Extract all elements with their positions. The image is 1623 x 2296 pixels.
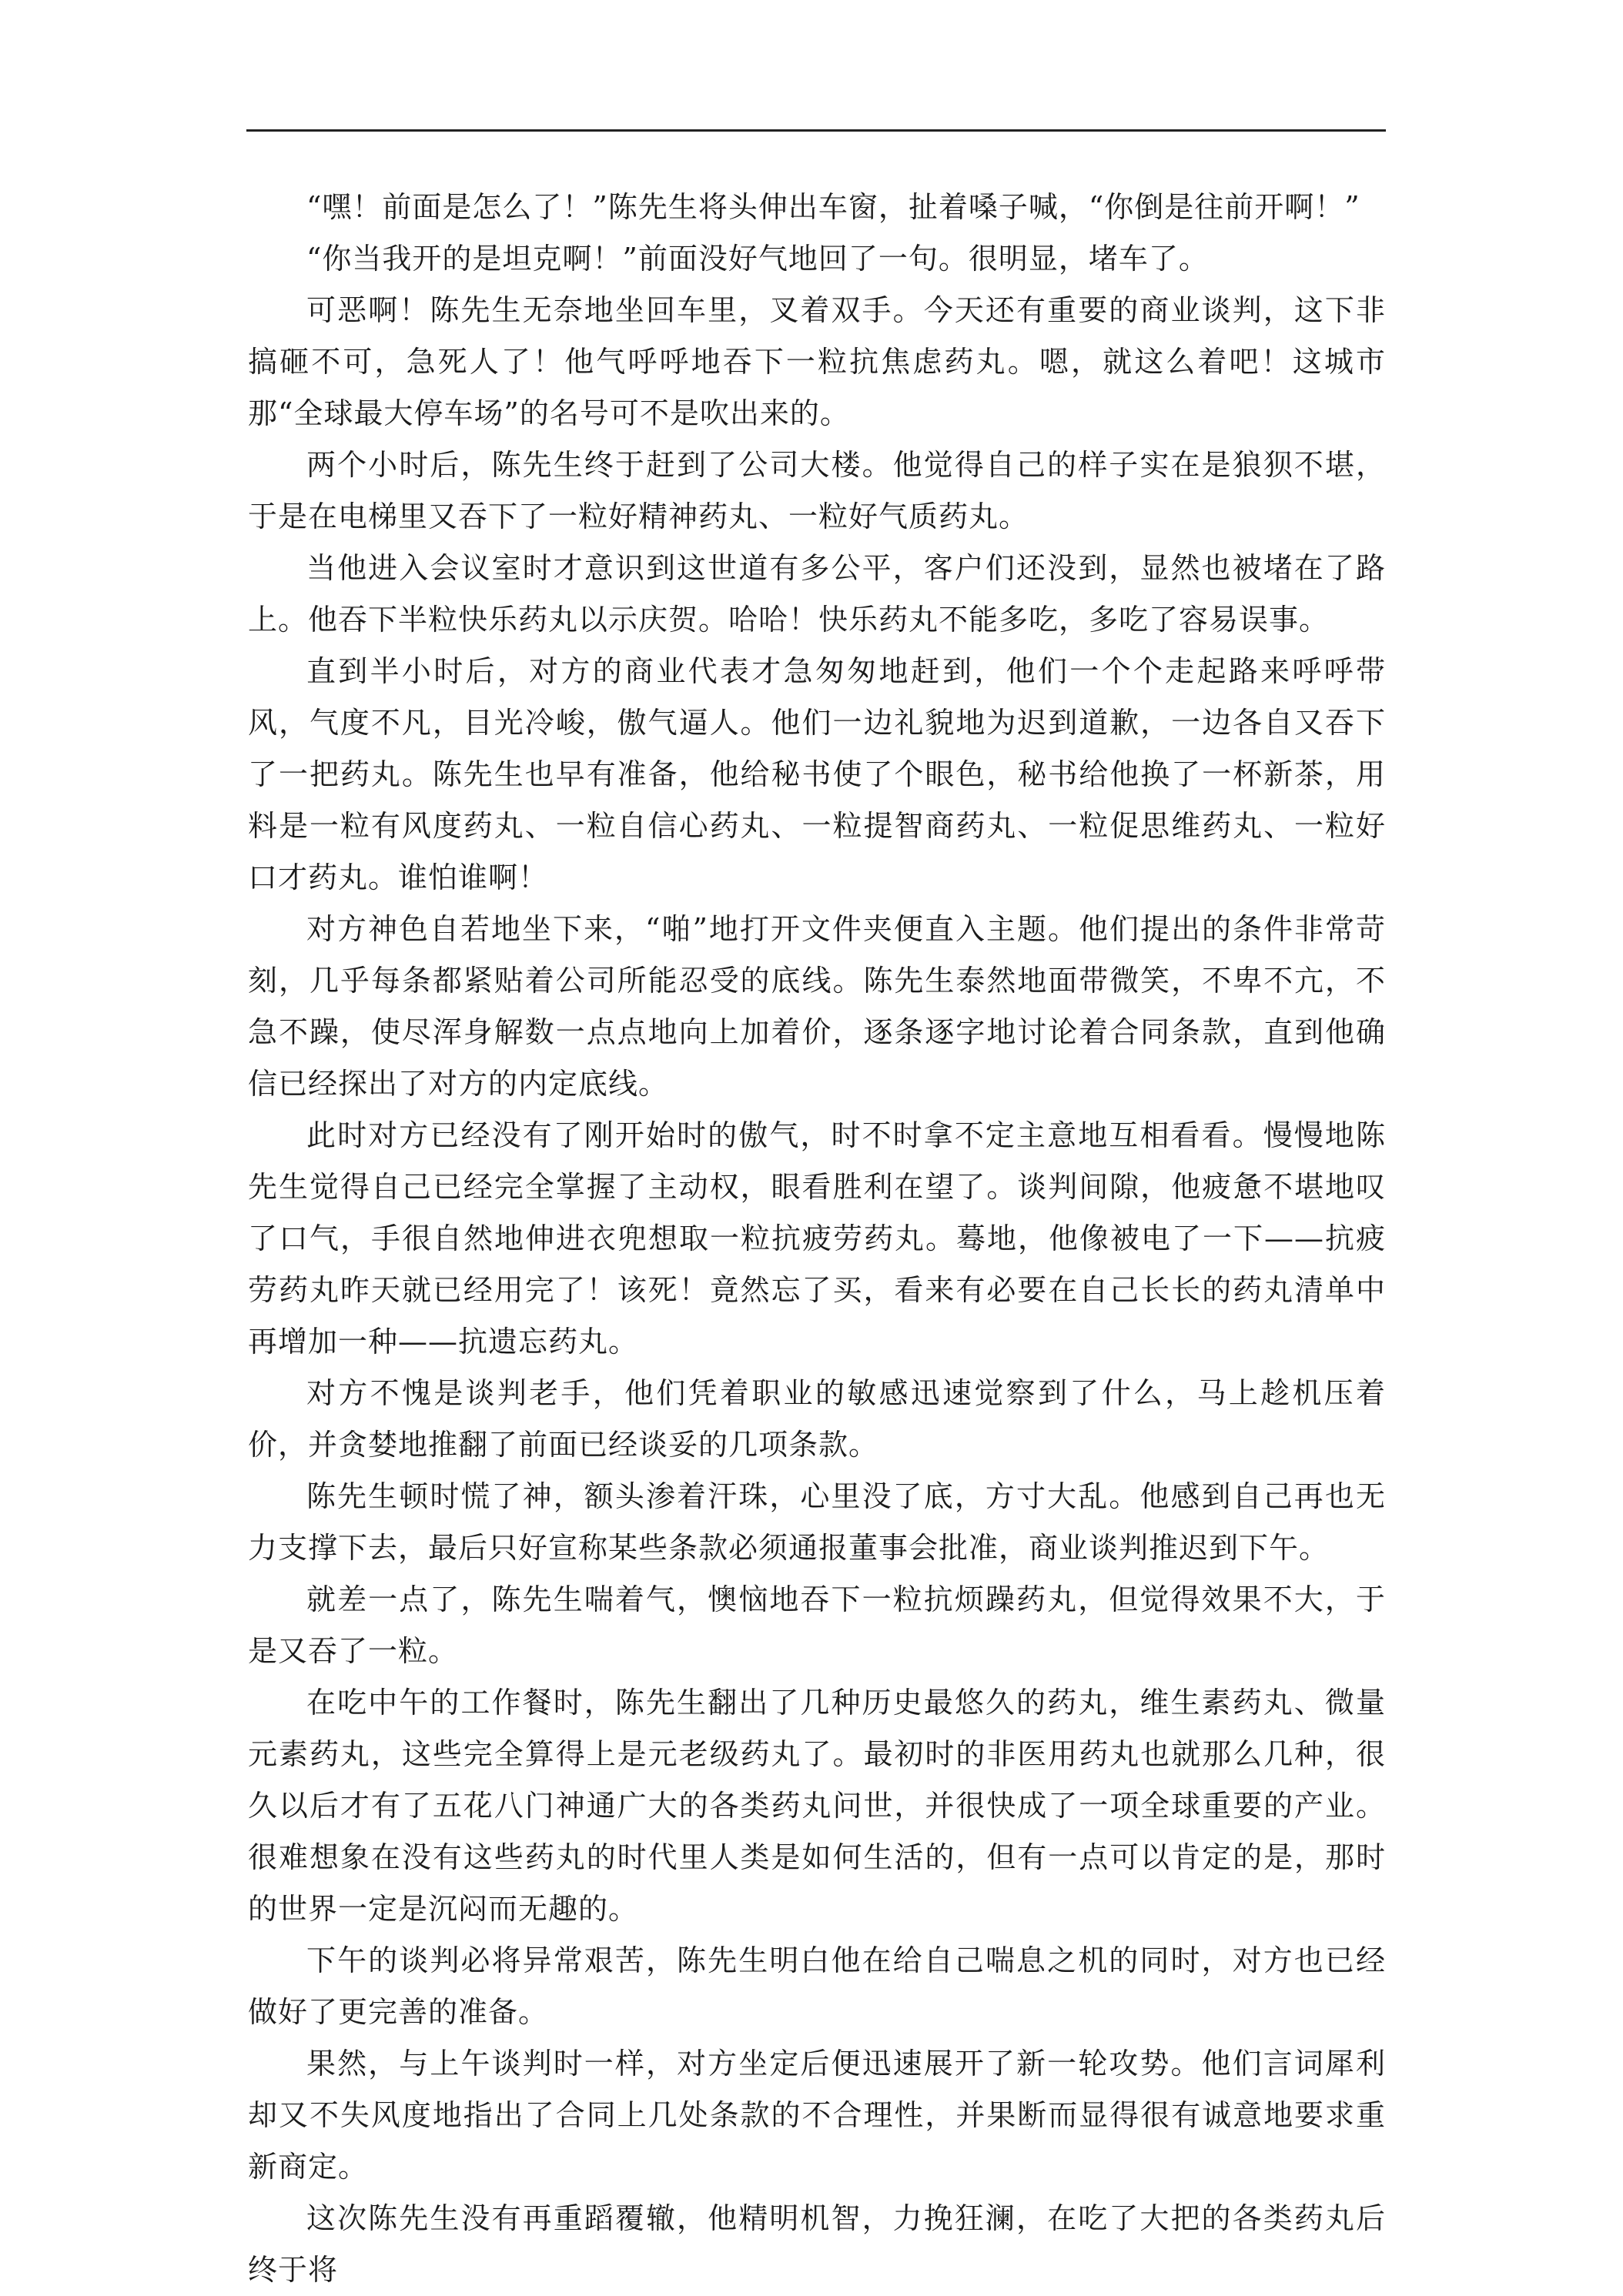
paragraph: 当他进入会议室时才意识到这世道有多公平，客户们还没到，显然也被堵在了路上。他吞下半粒快乐药丸以示庆贺。哈哈！快乐药丸不能多吃，多吃了容易误事。 [248, 551, 1386, 637]
paragraph: “嘿！前面是怎么了！”陈先生将头伸出车窗，扯着嗓子喊，“你倒是往前开啊！” [306, 190, 1360, 224]
paragraph: 在吃中午的工作餐时，陈先生翻出了几种历史最悠久的药丸，维生素药丸、微量元素药丸，这些完全算得上是元老级药丸了。最初时的非医用药丸也就那么几种，很久以后才有了五花八门神通广大的各类药丸问世，并很快成了一项全球重要的产业。很难想象在没有这些药丸的时代里人类是如何生活的，但有一点可以肯定的是，那时的世界一定是沉闷而无趣的。 [248, 1686, 1386, 1926]
paragraph: 对方不愧是谈判老手，他们凭着职业的敏感迅速觉察到了什么，马上趁机压着价，并贪婪地推翻了前面已经谈妥的几项条款。 [248, 1376, 1386, 1462]
paragraph: 可恶啊！陈先生无奈地坐回车里，叉着双手。今天还有重要的商业谈判，这下非搞砸不可，急死人了！他气呼呼地吞下一粒抗焦虑药丸。嗯，就这么着吧！这城市那“全球最大停车场”的名号可不是吹出来的。 [248, 293, 1386, 430]
paragraph: 直到半小时后，对方的商业代表才急匆匆地赶到，他们一个个走起路来呼呼带风，气度不凡，目光冷峻，傲气逼人。他们一边礼貌地为迟到道歉，一边各自又吞下了一把药丸。陈先生也早有准备，他给秘书使了个眼色，秘书给他换了一杯新茶，用料是一粒有风度药丸、一粒自信心药丸、一粒提智商药丸、一粒促思维药丸、一粒好口才药丸。谁怕谁啊！ [248, 654, 1386, 894]
paragraph: “你当我开的是坦克啊！”前面没好气地回了一句。很明显，堵车了。 [306, 242, 1209, 276]
paragraph: 下午的谈判必将异常艰苦，陈先生明白他在给自己喘息之机的同时，对方也已经做好了更完善的准备。 [248, 1943, 1386, 2029]
header-rule [246, 129, 1386, 132]
paragraph: 果然，与上午谈判时一样，对方坐定后便迅速展开了新一轮攻势。他们言词犀利却又不失风度地指出了合同上几处条款的不合理性，并果断而显得很有诚意地要求重新商定。 [248, 2047, 1386, 2184]
paragraph: 这次陈先生没有再重蹈覆辙，他精明机智，力挽狂澜，在吃了大把的各类药丸后终于将 [248, 2201, 1386, 2287]
paragraph: 此时对方已经没有了刚开始时的傲气，时不时拿不定主意地互相看看。慢慢地陈先生觉得自己已经完全掌握了主动权，眼看胜利在望了。谈判间隙，他疲惫不堪地叹了口气，手很自然地伸进衣兜想取一粒抗疲劳药丸。蓦地，他像被电了一下——抗疲劳药丸昨天就已经用完了！该死！竟然忘了买，看来有必要在自己长长的药丸清单中再增加一种——抗遗忘药丸。 [248, 1118, 1386, 1359]
paragraph: 就差一点了，陈先生喘着气，懊恼地吞下一粒抗烦躁药丸，但觉得效果不大，于是又吞了一粒。 [248, 1582, 1386, 1668]
paragraph: 两个小时后，陈先生终于赶到了公司大楼。他觉得自己的样子实在是狼狈不堪，于是在电梯里又吞下了一粒好精神药丸、一粒好气质药丸。 [248, 448, 1386, 533]
paragraph: 陈先生顿时慌了神，额头渗着汗珠，心里没了底，方寸大乱。他感到自己再也无力支撑下去，最后只好宣称某些条款必须通报董事会批准，商业谈判推迟到下午。 [248, 1479, 1386, 1565]
document-body [248, 182, 1386, 2296]
paragraph: 对方神色自若地坐下来，“啪”地打开文件夹便直入主题。他们提出的条件非常苛刻，几乎每条都紧贴着公司所能忍受的底线。陈先生泰然地面带微笑，不卑不亢，不急不躁，使尽浑身解数一点点地向上加着价，逐条逐字地讨论着合同条款，直到他确信已经探出了对方的内定底线。 [248, 912, 1386, 1101]
